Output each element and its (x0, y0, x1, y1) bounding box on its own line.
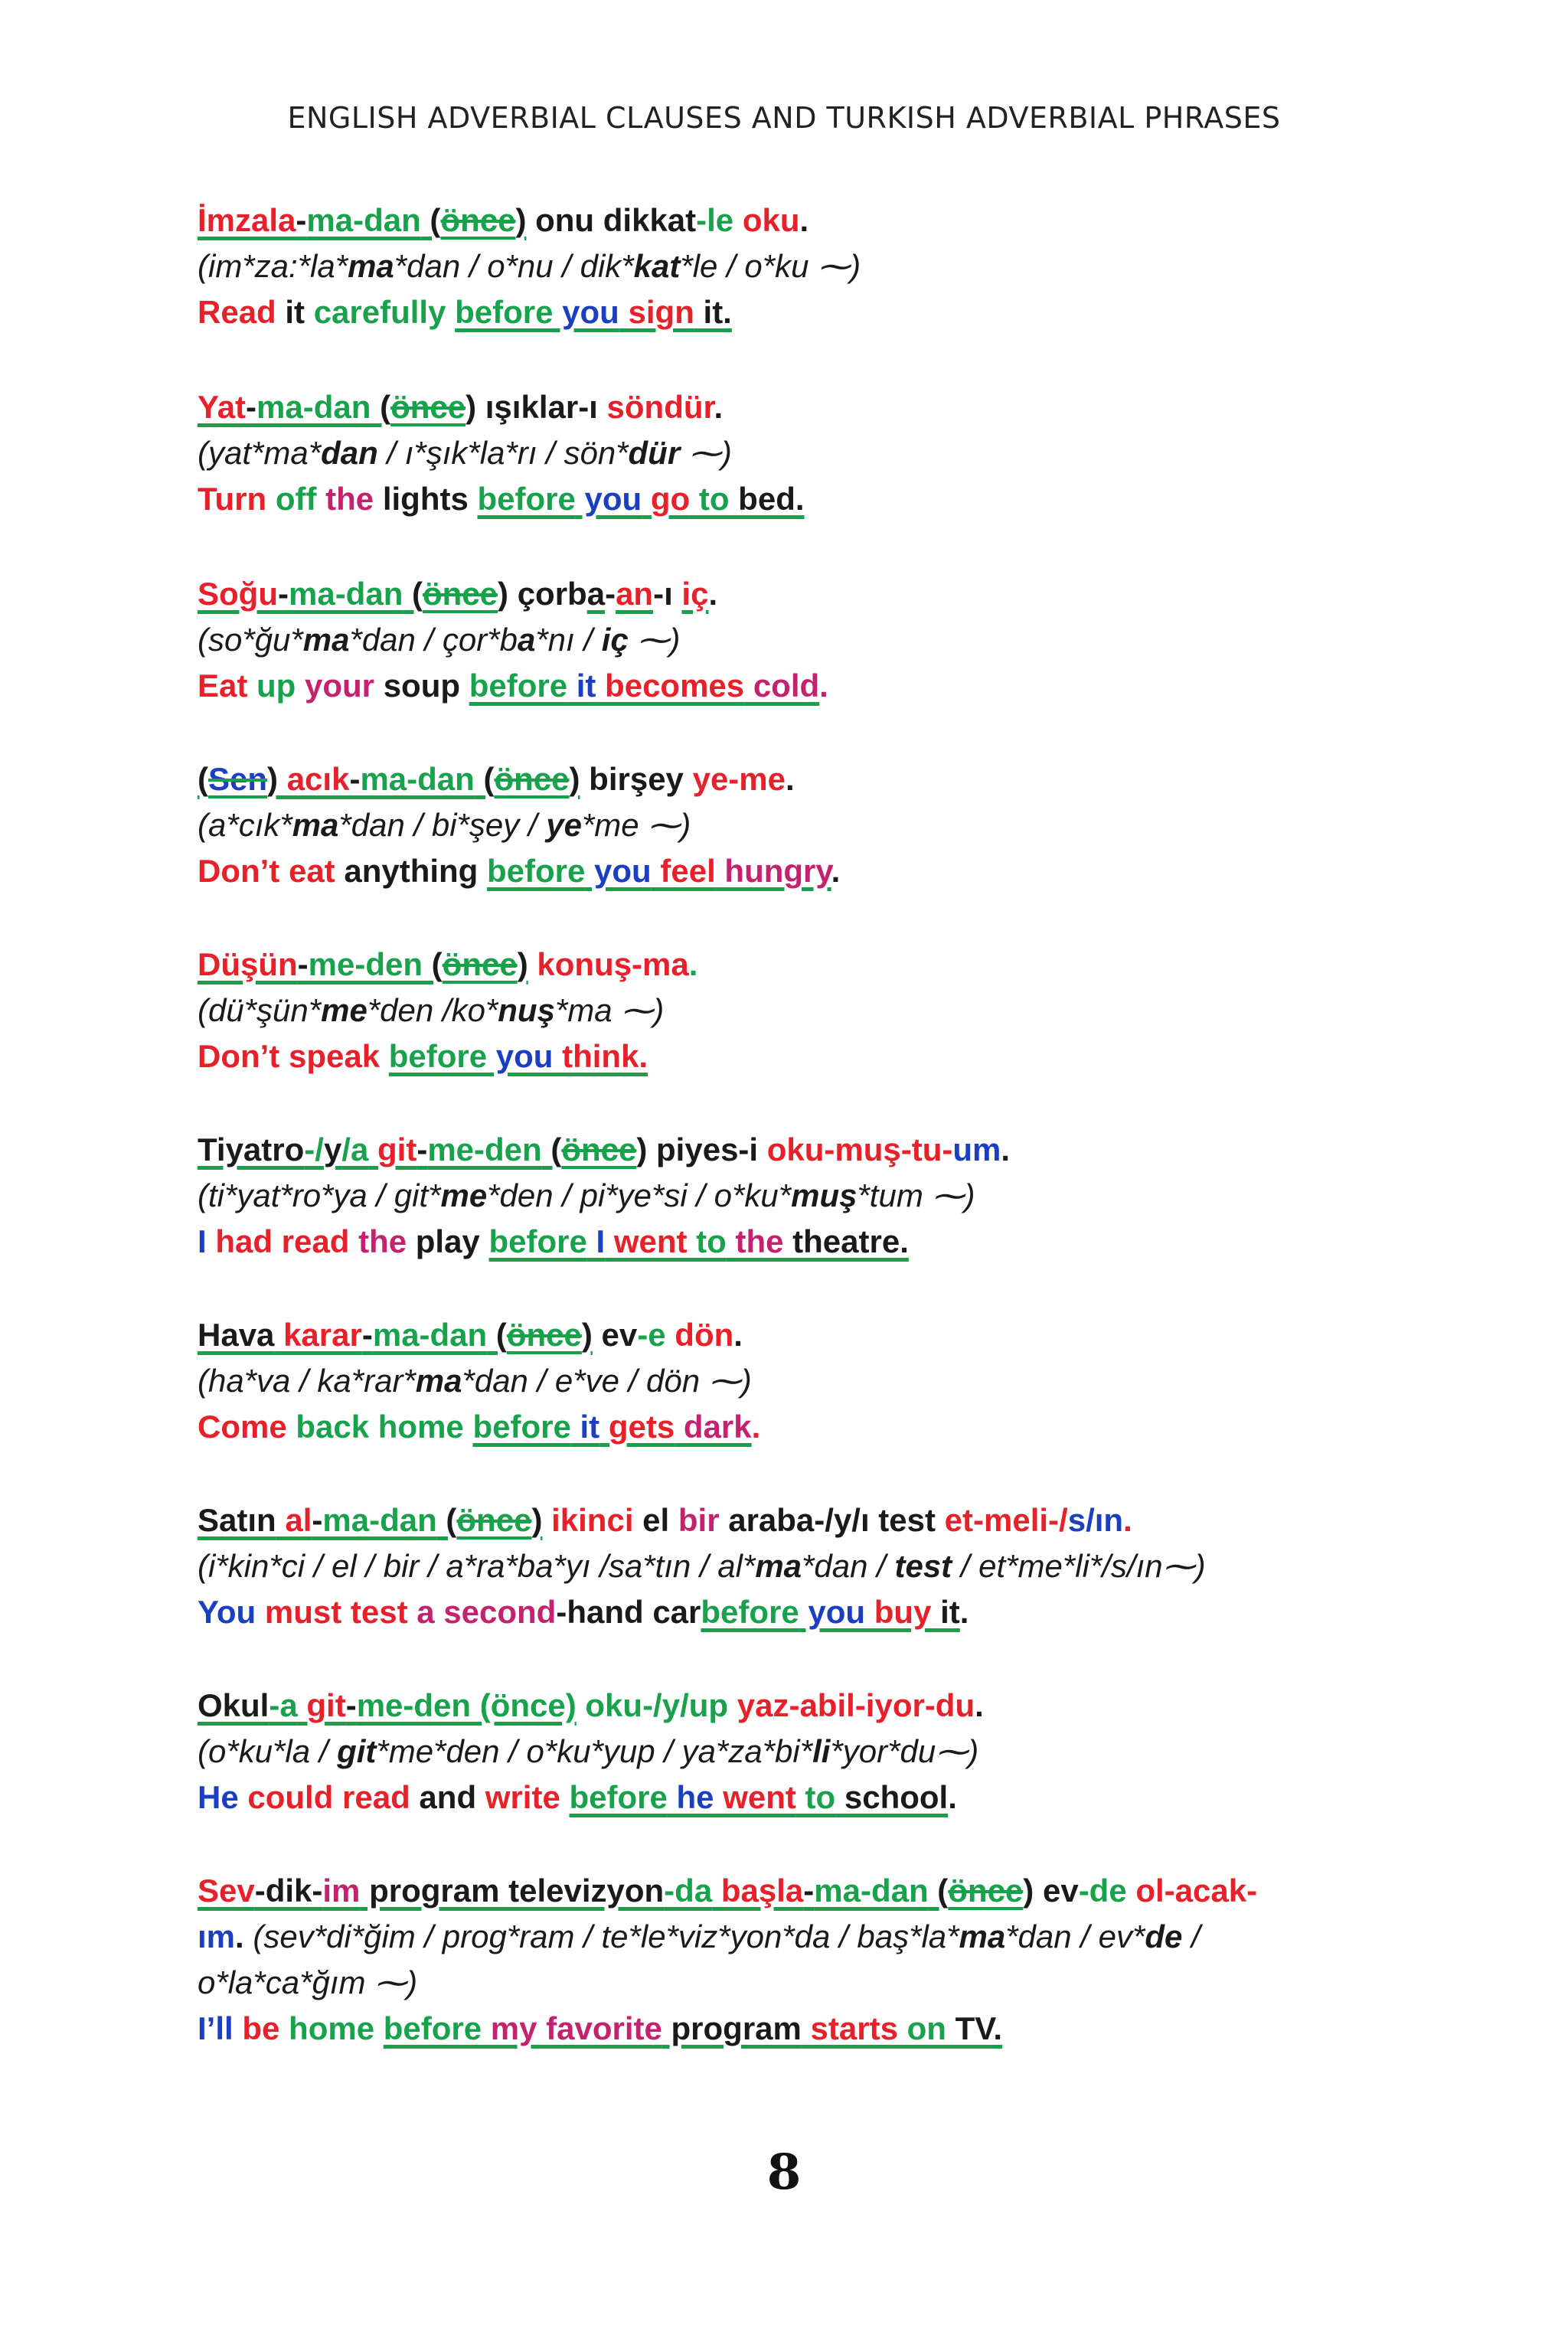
text-segment: onu dikkat (526, 202, 697, 238)
text-segment: it. (694, 294, 732, 330)
text-segment: konuş-ma (528, 946, 689, 982)
text-segment: Yat (198, 389, 247, 425)
text-segment: - (296, 202, 307, 238)
text-segment: - (349, 761, 361, 797)
text-segment: önce (390, 389, 466, 425)
text-segment: ikinci (542, 1502, 634, 1538)
english-sentence (198, 2006, 1392, 2052)
text-segment: go (642, 481, 691, 517)
text-segment: -e (637, 1317, 666, 1353)
text-segment: et-meli-/ (936, 1502, 1068, 1538)
text-segment: - (297, 946, 309, 982)
text-segment: before (388, 1038, 488, 1074)
text-segment: to (690, 481, 730, 517)
text-segment: ( (541, 1131, 562, 1167)
entry-3 (198, 571, 1392, 709)
text-segment: went (714, 1779, 796, 1815)
phonetic-line (253, 1918, 1200, 1954)
text-segment: before (383, 2010, 482, 2046)
text-segment: . (819, 668, 828, 704)
text-segment: back home (286, 1409, 464, 1445)
text-segment: starts (801, 2010, 898, 2046)
text-segment: a (407, 1594, 435, 1630)
text-segment: before (487, 853, 586, 889)
text-segment: . (235, 1918, 253, 1954)
turkish-sentence (198, 1127, 1392, 1173)
text-segment: al (276, 1502, 312, 1538)
text-segment: dön (665, 1317, 734, 1353)
text-segment: home (279, 2010, 375, 2046)
text-segment: oku-muş-tu- (758, 1131, 953, 1167)
text-segment: ( (474, 761, 495, 797)
text-segment: your (296, 668, 375, 704)
text-segment: ( (420, 202, 441, 238)
text-segment: . (799, 202, 809, 238)
text-segment: write (476, 1779, 560, 1815)
text-segment: araba-/y/ı test (719, 1502, 936, 1538)
text-segment: bir (669, 1502, 720, 1538)
text-segment: You (198, 1594, 256, 1630)
english-sentence (198, 1775, 1392, 1820)
text-segment: - (605, 576, 616, 612)
text-segment: could read (238, 1779, 410, 1815)
page-header: ENGLISH ADVERBIAL CLAUSES AND TURKISH ADVERBIAL PHRASES (287, 101, 1281, 135)
text-segment: acık (278, 761, 350, 797)
turkish-sentence (198, 1497, 1392, 1543)
text-segment: . (1123, 1502, 1132, 1538)
text-segment (469, 481, 478, 517)
text-segment: ışıklar-ı (476, 389, 598, 425)
text-segment: me-den (önce) (356, 1687, 577, 1723)
entry-7 (198, 1312, 1392, 1450)
text-segment: it (931, 1594, 960, 1630)
text-segment: before (472, 1409, 571, 1445)
text-segment: ma-dan (256, 389, 371, 425)
text-segment: school (835, 1779, 949, 1815)
text-segment: önce (456, 1502, 532, 1538)
text-segment: önce (561, 1131, 637, 1167)
phonetic-text: (yat*ma*dan / ı*şık*la*rı / sön*dür ⁓) (198, 435, 732, 471)
text-segment: . (751, 1409, 761, 1445)
text-segment: me-den (308, 946, 423, 982)
text-segment: TV. (946, 2010, 1003, 2046)
text-segment: to (795, 1779, 836, 1815)
phonetic-line (198, 1729, 1392, 1775)
text-segment (460, 668, 469, 704)
entry-8 (198, 1497, 1392, 1635)
text-segment: Sen (208, 761, 268, 797)
text-segment: had read (206, 1223, 350, 1259)
text-segment: karar (274, 1317, 362, 1353)
text-segment: . (948, 1779, 957, 1815)
text-segment: iç (681, 576, 709, 612)
text-segment: Turn (198, 481, 267, 517)
text-segment: ) (498, 576, 509, 612)
text-segment: önce (440, 202, 516, 238)
text-segment: birşey (580, 761, 684, 797)
text-segment: program televizyon (360, 1873, 665, 1909)
entry-10 (198, 1868, 1392, 2052)
text-segment: ( (423, 946, 443, 982)
text-segment: Tiyatro (198, 1131, 305, 1167)
text-segment: before (455, 294, 554, 330)
phonetic-text: (ti*yat*ro*ya / git*me*den / pi*ye*si / o*ku*muş*tum ⁓) (198, 1177, 975, 1213)
entry-5 (198, 942, 1392, 1079)
text-segment: gets (599, 1409, 675, 1445)
phonetic-text: (sev*di*ğim / prog*ram / te*le*viz*yon*da / baş*la*ma*dan / ev*de / (253, 1918, 1200, 1954)
text-segment: Soğu (198, 576, 278, 612)
text-segment: carefully (305, 294, 446, 330)
text-segment: it (276, 294, 305, 330)
text-segment: ım (198, 1918, 236, 1954)
text-segment: anything (335, 853, 479, 889)
text-segment: im (322, 1873, 361, 1909)
text-segment (446, 294, 455, 330)
turkish-sentence (198, 384, 1392, 430)
text-segment: ) (1023, 1873, 1034, 1909)
text-segment: önce (442, 946, 518, 982)
text-segment: be (233, 2010, 280, 2046)
text-segment: before (477, 481, 576, 517)
turkish-sentence (198, 571, 1392, 617)
text-segment: theatre. (783, 1223, 909, 1259)
text-segment: ( (198, 761, 208, 797)
text-segment: piyes-i (647, 1131, 759, 1167)
text-segment: lights (374, 481, 469, 517)
text-segment: ev (1034, 1873, 1079, 1909)
text-segment: think. (553, 1038, 648, 1074)
text-segment: . (975, 1687, 984, 1723)
text-segment: to (687, 1223, 727, 1259)
text-segment: play (407, 1223, 480, 1259)
text-segment: y (323, 1131, 342, 1167)
text-segment: önce (494, 761, 570, 797)
text-segment: /a (341, 1131, 369, 1167)
text-segment: you (799, 1594, 866, 1630)
text-segment: -ı (653, 576, 682, 612)
entry-1 (198, 198, 1392, 335)
english-sentence (198, 663, 1392, 709)
phonetic-text: (so*ğu*ma*dan / çor*ba*nı / iç ⁓) (198, 622, 681, 658)
phonetic-line (198, 430, 1392, 476)
text-segment: ( (436, 1502, 457, 1538)
phonetic-line (198, 1543, 1392, 1589)
text-segment: car (643, 1594, 701, 1630)
text-segment: I (198, 1223, 207, 1259)
text-segment: -le (696, 202, 734, 238)
text-segment: ) (267, 761, 279, 797)
text-segment (380, 1038, 389, 1074)
text-segment: buy (865, 1594, 932, 1630)
text-segment: Read (198, 294, 276, 330)
text-segment: and (410, 1779, 477, 1815)
text-segment: . (1001, 1131, 1011, 1167)
text-segment: sign (619, 294, 694, 330)
text-segment: s (1067, 1502, 1086, 1538)
phonetic-text: o*la*ca*ğım ⁓) (198, 1964, 418, 2000)
text-segment: - (361, 1317, 373, 1353)
text-segment: . (959, 1594, 969, 1630)
text-segment: Don’t eat (198, 853, 335, 889)
english-sentence (198, 1219, 1392, 1265)
text-segment: git (368, 1131, 417, 1167)
text-segment: Eat (198, 668, 248, 704)
phonetic-text: (im*za:*la*ma*dan / o*nu / dik*kat*le / o*ku ⁓) (198, 248, 861, 284)
text-segment: git (297, 1687, 346, 1723)
turkish-sentence (198, 942, 1392, 988)
phonetic-line (198, 243, 1392, 289)
text-segment: me-den (427, 1131, 542, 1167)
text-segment: He (198, 1779, 239, 1815)
text-segment: the (349, 1223, 407, 1259)
text-segment: yaz-abil-iyor-du (728, 1687, 975, 1723)
text-segment: before (701, 1594, 799, 1630)
text-segment: bed. (729, 481, 805, 517)
text-segment: -hand (556, 1594, 644, 1630)
text-segment (560, 1779, 570, 1815)
text-segment (374, 2010, 384, 2046)
text-segment: ( (487, 1317, 507, 1353)
text-segment: the (726, 1223, 784, 1259)
text-segment: Okul (198, 1687, 270, 1723)
text-segment: başla (712, 1873, 804, 1909)
english-sentence (198, 289, 1392, 335)
text-segment: he (667, 1779, 714, 1815)
text-segment (478, 853, 487, 889)
text-segment: becomes (596, 668, 745, 704)
phonetic-line-end (198, 1960, 1392, 2006)
text-segment: before (469, 668, 568, 704)
text-segment: I’ll (198, 2010, 234, 2046)
phonetic-line (198, 988, 1392, 1033)
turkish-continuation (198, 1914, 1392, 1960)
text-segment: ( (371, 389, 391, 425)
text-segment: you (585, 853, 652, 889)
text-segment: . (688, 946, 698, 982)
text-segment: ) (517, 946, 528, 982)
turkish-sentence (198, 1868, 1392, 1914)
text-segment: - (277, 576, 289, 612)
text-segment: an (616, 576, 654, 612)
text-segment: önce (948, 1873, 1024, 1909)
text-segment: ) (515, 202, 527, 238)
turkish-sentence (198, 198, 1392, 243)
text-segment: Düşün (198, 946, 298, 982)
text-segment: a (586, 576, 606, 612)
text-segment: - (345, 1687, 357, 1723)
text-segment: - (246, 389, 257, 425)
text-segment: ) (569, 761, 580, 797)
english-sentence (198, 848, 1392, 894)
text-segment: ) (531, 1502, 543, 1538)
text-segment: ev (592, 1317, 638, 1353)
text-segment: ) (636, 1131, 648, 1167)
text-segment: ma-dan (288, 576, 403, 612)
text-segment: soup (374, 668, 461, 704)
turkish-sentence (198, 1683, 1392, 1729)
text-segment: ma-dan (814, 1873, 929, 1909)
text-segment: el (633, 1502, 670, 1538)
text-segment: dark (675, 1409, 752, 1445)
text-segment: . (733, 1317, 743, 1353)
text-segment: ( (928, 1873, 949, 1909)
text-segment: ol-acak- (1126, 1873, 1258, 1909)
english-sentence (198, 1589, 1392, 1635)
text-segment: before (488, 1223, 587, 1259)
text-segment: Satın (198, 1502, 276, 1538)
text-segment: ma-dan (306, 202, 421, 238)
text-segment: Sev (198, 1873, 255, 1909)
text-segment: hungry (715, 853, 831, 889)
text-segment: the (316, 481, 374, 517)
text-segment: it (570, 1409, 600, 1445)
text-segment: you (575, 481, 642, 517)
text-segment: ma-dan (322, 1502, 437, 1538)
phonetic-line (198, 1173, 1392, 1219)
text-segment: um (952, 1131, 1001, 1167)
text-segment: -/ (304, 1131, 324, 1167)
text-segment: önce (423, 576, 498, 612)
text-segment: -de (1078, 1873, 1127, 1909)
english-sentence (198, 1404, 1392, 1450)
phonetic-text: (a*cık*ma*dan / bi*şey / ye*me ⁓) (198, 807, 691, 843)
text-segment: you (553, 294, 619, 330)
phonetic-line (198, 1358, 1392, 1404)
text-segment: - (312, 1502, 323, 1538)
english-sentence (198, 1033, 1392, 1079)
text-segment: . (708, 576, 718, 612)
text-segment: - (803, 1873, 815, 1909)
text-segment: I (586, 1223, 606, 1259)
text-segment: must test (256, 1594, 408, 1630)
text-segment: -da (664, 1873, 713, 1909)
text-segment: . (786, 761, 795, 797)
text-segment: oku (733, 202, 800, 238)
text-segment: -dik- (254, 1873, 323, 1909)
text-segment: favorite (537, 2010, 662, 2046)
text-segment: /ın (1086, 1502, 1124, 1538)
text-segment: Hava (198, 1317, 275, 1353)
text-segment: Come (198, 1409, 287, 1445)
text-segment: second (434, 1594, 557, 1630)
text-segment (464, 1409, 473, 1445)
text-segment: ( (403, 576, 423, 612)
phonetic-line (198, 802, 1392, 848)
turkish-sentence (198, 1312, 1392, 1358)
text-segment: . (714, 389, 724, 425)
text-segment: söndür (597, 389, 714, 425)
text-segment: ) (581, 1317, 593, 1353)
text-segment: on (897, 2010, 946, 2046)
text-segment: çorb (508, 576, 587, 612)
entry-9 (198, 1683, 1392, 1820)
text-segment: ma-dan (360, 761, 475, 797)
page-number: 8 (766, 2144, 802, 2201)
text-segment: Don’t speak (198, 1038, 381, 1074)
phonetic-text: (ha*va / ka*rar*ma*dan / e*ve / dön ⁓) (198, 1363, 752, 1399)
phonetic-text: (o*ku*la / git*me*den / o*ku*yup / ya*za*bi*li*yor*du⁓) (198, 1733, 979, 1769)
english-sentence (198, 476, 1392, 522)
text-segment: it (567, 668, 596, 704)
text-segment: program (662, 2010, 802, 2046)
text-segment: ye-me (683, 761, 786, 797)
text-segment: ma-dan (372, 1317, 488, 1353)
text-segment (480, 1223, 489, 1259)
phonetic-text: (dü*şün*me*den /ko*nuş*ma ⁓) (198, 992, 665, 1028)
text-segment: off (266, 481, 317, 517)
text-segment: - (416, 1131, 428, 1167)
phonetic-text: (i*kin*ci / el / bir / a*ra*ba*yı /sa*tın / al*ma*dan / test / et*me*li*/s/ın⁓) (198, 1548, 1206, 1584)
text-segment: ) (466, 389, 477, 425)
text-segment: my (482, 2010, 537, 2046)
text-segment: up (247, 668, 296, 704)
text-segment: . (831, 853, 841, 889)
text-segment: you (487, 1038, 554, 1074)
text-segment: İmzala (198, 202, 296, 238)
text-segment: önce (506, 1317, 582, 1353)
turkish-sentence-end (198, 1918, 253, 1954)
turkish-sentence (198, 756, 1392, 802)
text-segment: went (605, 1223, 688, 1259)
text-segment: before (569, 1779, 668, 1815)
entry-2 (198, 384, 1392, 522)
phonetic-line (198, 617, 1392, 663)
entry-4 (198, 756, 1392, 894)
text-segment: -a (269, 1687, 298, 1723)
text-segment: feel (651, 853, 716, 889)
text-segment: cold (744, 668, 820, 704)
text-segment: oku-/y/up (576, 1687, 729, 1723)
entry-6 (198, 1127, 1392, 1265)
